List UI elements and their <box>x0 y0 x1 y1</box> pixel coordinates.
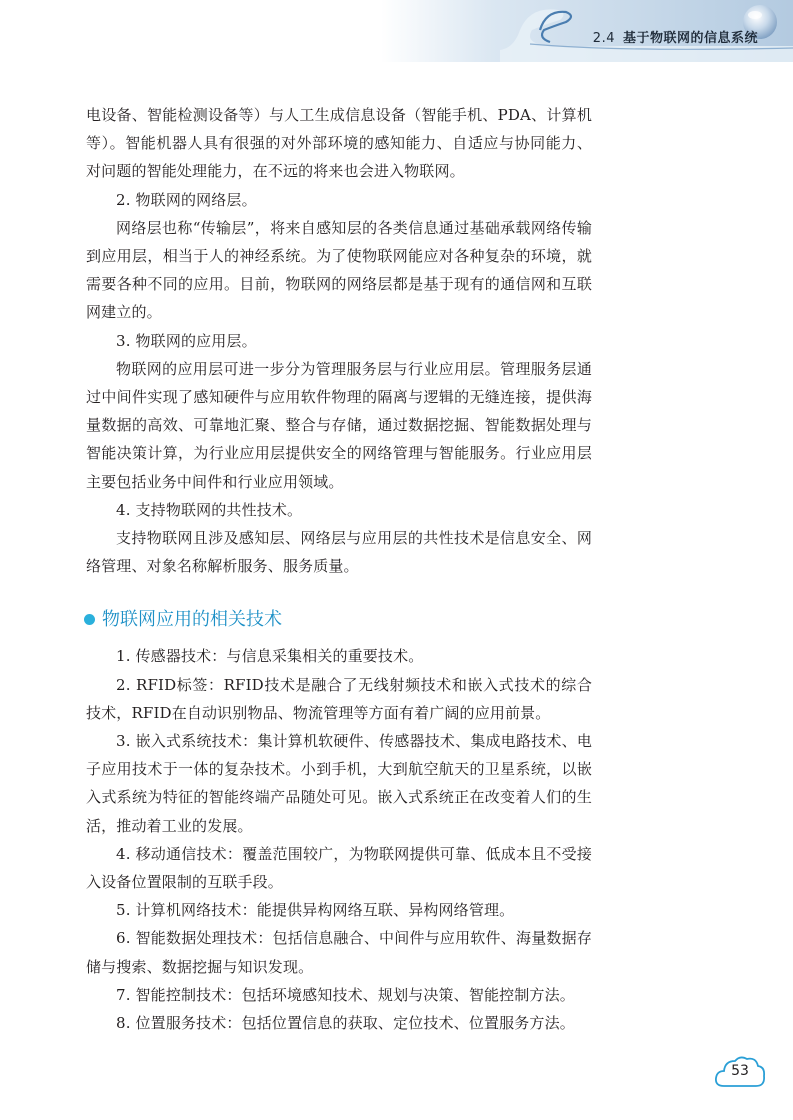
list-item: 8. 位置服务技术：包括位置信息的获取、定位技术、位置服务方法。 <box>116 1014 575 1033</box>
list-item: 2. RFID标签：RFID技术是融合了无线射频技术和嵌入式技术的综合技术，RFID在自动识别物品、物流管理等方面有着广阔的应用前景。 <box>86 675 592 722</box>
page-header <box>0 0 793 62</box>
paragraph: 电设备、智能检测设备等）与人工生成信息设备（智能手机、PDA、计算机等）。智能机器人具有很强的对外部环境的感知能力、自适应与协同能力、对问题的智能处理能力，在不远的将来也会进入物联网。 <box>86 106 592 181</box>
list-item: 6. 智能数据处理技术：包括信息融合、中间件与应用软件、海量数据存储与搜索、数据挖掘与知识发现。 <box>86 929 592 976</box>
section-heading-text: 物联网应用的相关技术 <box>102 609 282 631</box>
page-body <box>86 101 592 1037</box>
list-item: 4. 移动通信技术：覆盖范围较广，为物联网提供可靠、低成本且不受接入设备位置限制的互联手段。 <box>86 844 592 892</box>
section-heading <box>86 607 592 633</box>
running-head <box>593 27 758 46</box>
subheading-application-layer: 3. 物联网的应用层。 <box>116 331 257 350</box>
subheading-common-technologies: 4. 支持物联网的共性技术。 <box>116 500 303 519</box>
subheading-network-layer: 2. 物联网的网络层。 <box>116 190 257 209</box>
paragraph: 支持物联网且涉及感知层、网络层与应用层的共性技术是信息安全、网络管理、对象名称解析服务、服务质量。 <box>86 529 592 576</box>
page-number: 53 <box>731 1063 749 1079</box>
list-item: 3. 嵌入式系统技术：集计算机软硬件、传感器技术、集成电路技术、电子应用技术于一体的复杂技术。小到手机，大到航空航天的卫星系统，以嵌入式系统为特征的智能终端产品随处可见。嵌入式系统正在改变着人们的生活，推动着工业的发展。 <box>86 732 592 835</box>
page-number-badge <box>712 1050 768 1094</box>
paragraph: 网络层也称“传输层”，将来自感知层的各类信息通过基础承载网络传输到应用层，相当于人的神经系统。为了使物联网能应对各种复杂的环境，就需要各种不同的应用。目前，物联网的网络层都是基于现有的通信网和互联网建立的。 <box>86 218 592 322</box>
paragraph: 物联网的应用层可进一步分为管理服务层与行业应用层。管理服务层通过中间件实现了感知硬件与应用软件物理的隔离与逻辑的无缝连接，提供海量数据的高效、可靠地汇聚、整合与存储，通过数据挖掘、智能数据处理与智能决策计算，为行业应用层提供安全的网络管理与智能服务。行业应用层主要包括业务中间件和行业应用领域。 <box>86 359 592 491</box>
running-head-section-title: 基于物联网的信息系统 <box>622 31 758 46</box>
list-item: 1. 传感器技术：与信息采集相关的重要技术。 <box>116 647 424 666</box>
running-head-section-number: 2.4 <box>592 31 615 46</box>
bullet-dot-icon <box>84 614 95 625</box>
list-item: 5. 计算机网络技术：能提供异构网络互联、异构网络管理。 <box>116 901 515 920</box>
list-item: 7. 智能控制技术：包括环境感知技术、规划与决策、智能控制方法。 <box>116 985 575 1004</box>
